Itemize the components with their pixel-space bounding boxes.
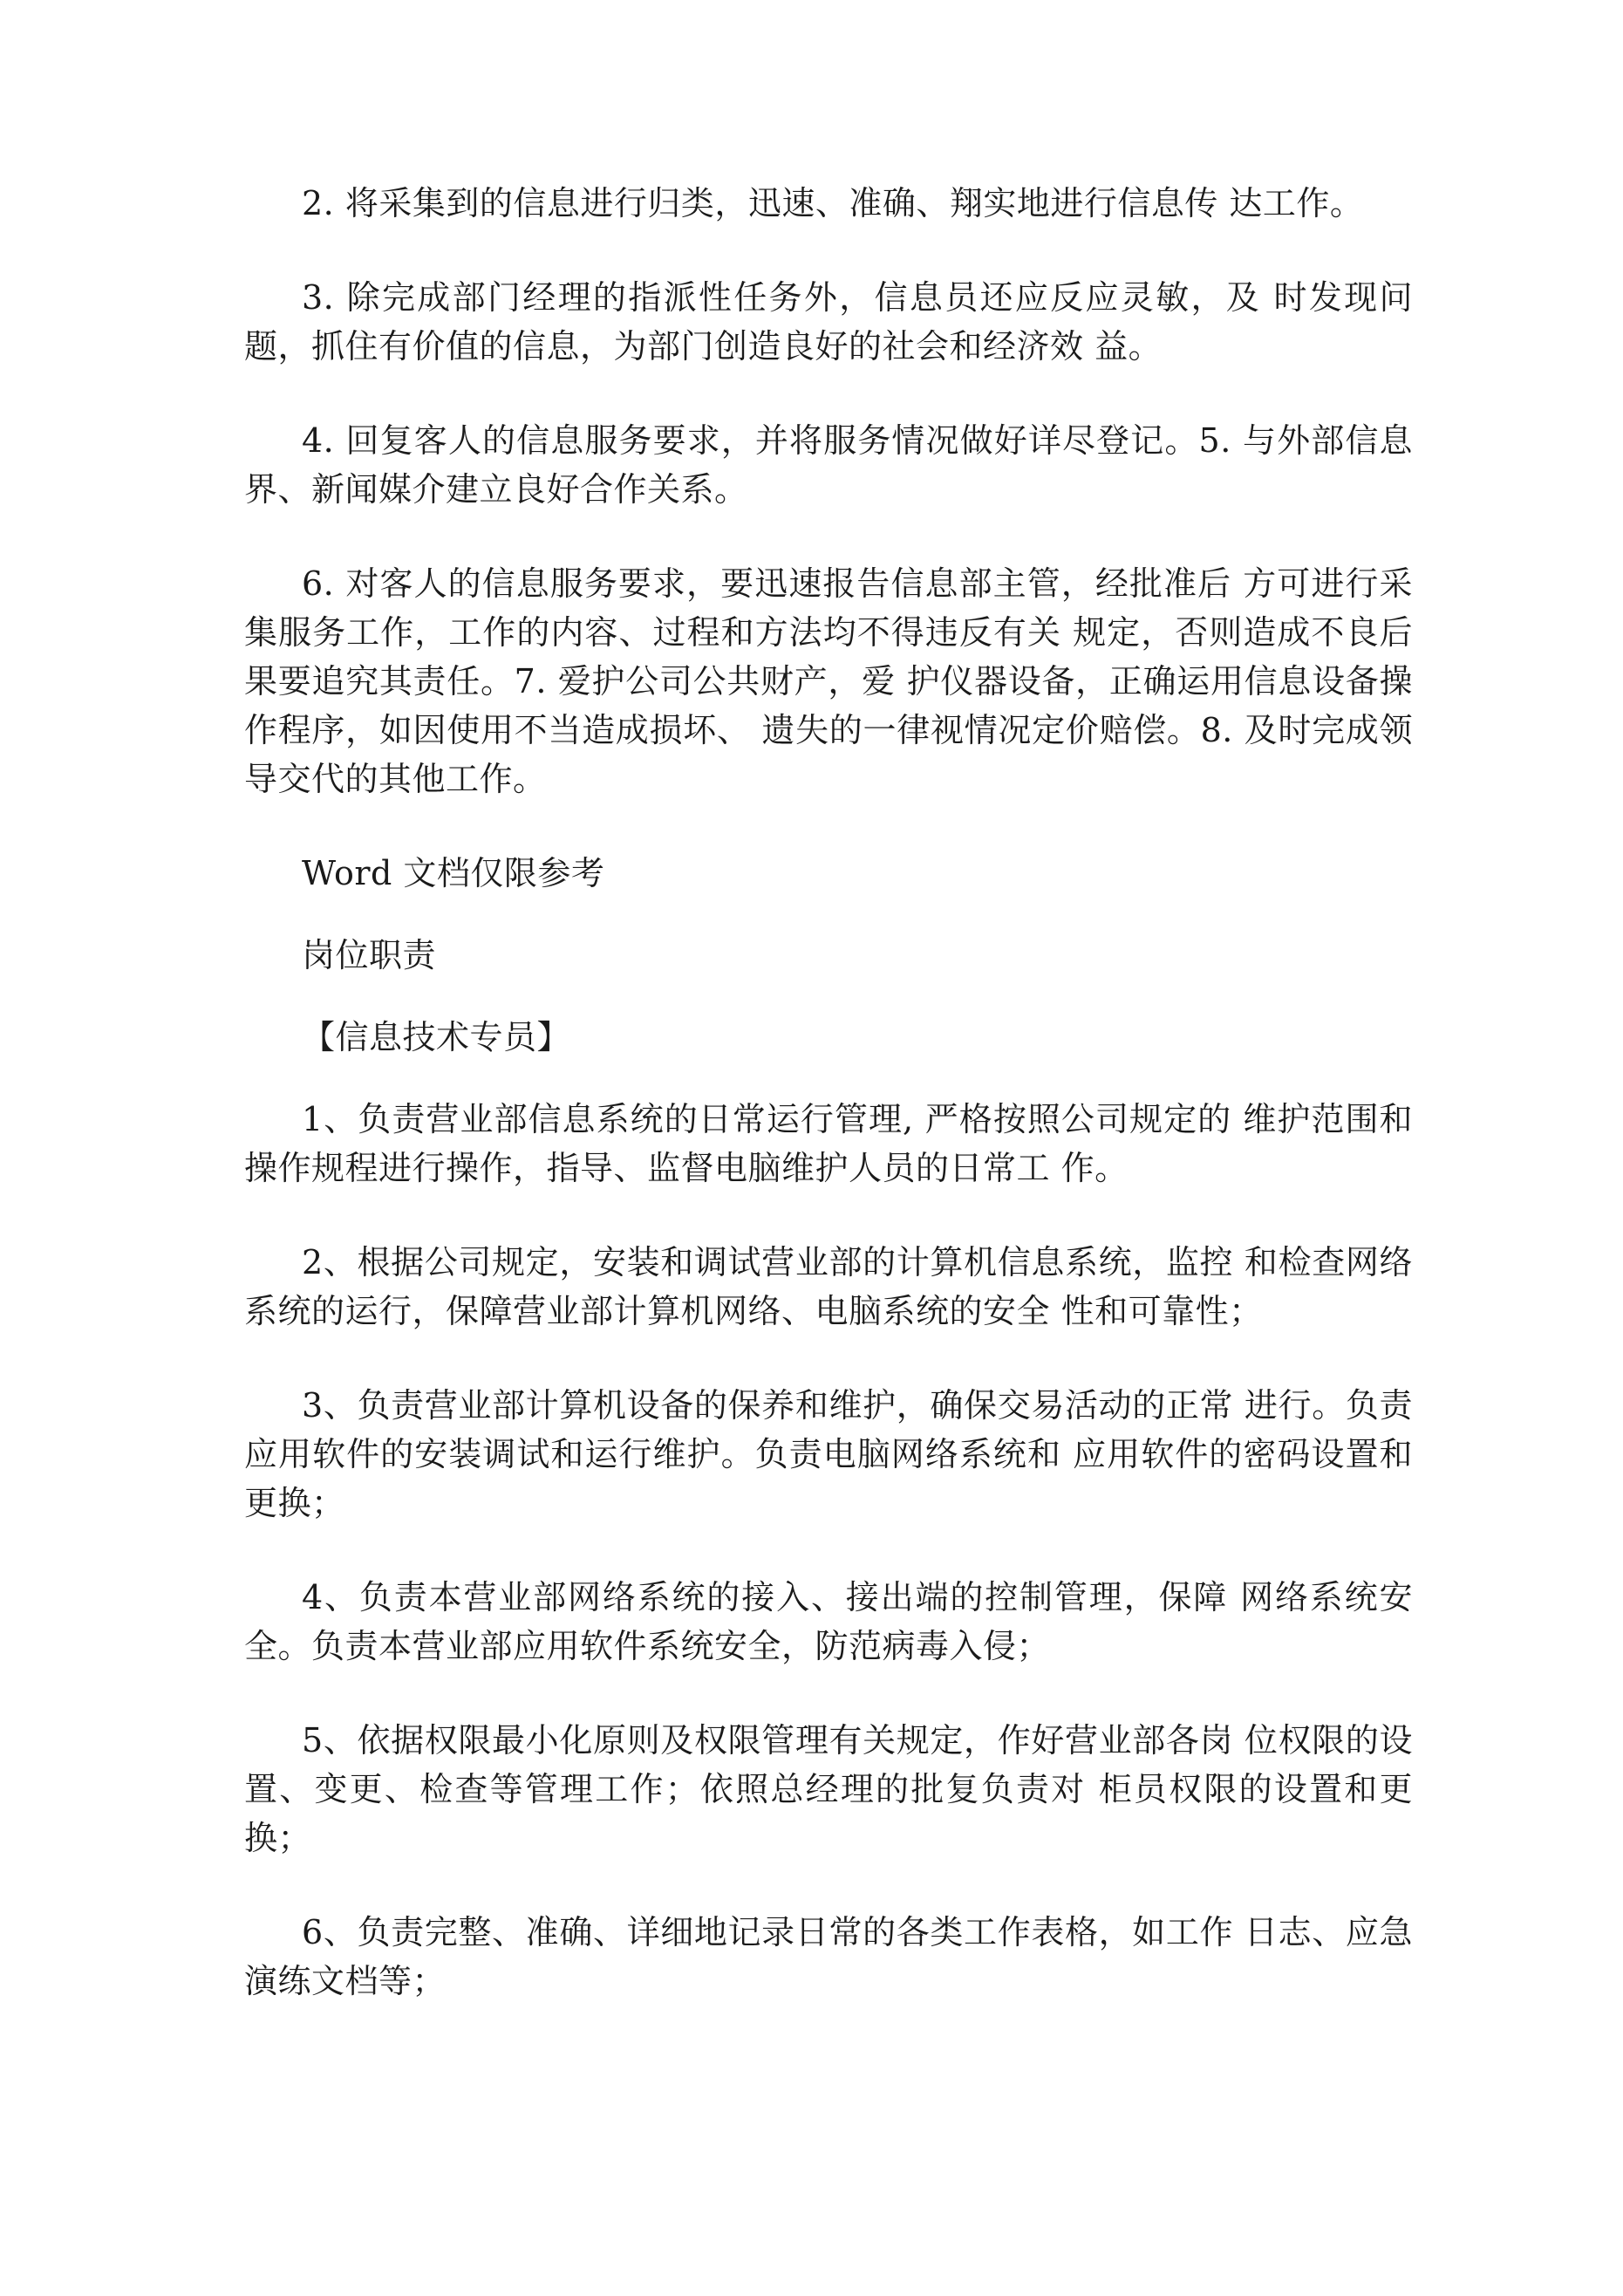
paragraph-item-2: 2. 将采集到的信息进行归类，迅速、准确、翔实地进行信息传 达工作。 <box>302 184 1364 222</box>
duty-item-1: 1、负责营业部信息系统的日常运行管理, 严格按照公司规定的 维护范围和操作规程进行操作，指导、监督电脑维护人员的日常工 作。 <box>244 1100 1413 1187</box>
paragraph-items-6-8: 6. 对客人的信息服务要求，要迅速报告信息部主管，经批准后 方可进行采集服务工作，工作的内容、过程和方法均不得违反有关 规定，否则造成不良后果要追究其责任。7. 爱护公司公共财产，爱 护仪器设备，正确运用信息设备操作程序，如因使用不当造成损坏、 遗失的一律视情况定价赔偿。8. 及时完成领导交代的其他工作。 <box>244 564 1413 798</box>
document-body <box>244 179 1413 2051</box>
reference-note: Word 文档仅限参考 <box>302 854 605 892</box>
paragraph-items-4-5: 4. 回复客人的信息服务要求，并将服务情况做好详尽登记。5. 与外部信息界、新闻媒介建立良好合作关系。 <box>244 421 1413 509</box>
duty-item-3: 3、负责营业部计算机设备的保养和维护，确保交易活动的正常 进行。负责应用软件的安装调试和运行维护。负责电脑网络系统和 应用软件的密码设置和更换； <box>244 1386 1413 1522</box>
paragraph-item-3: 3. 除完成部门经理的指派性任务外，信息员还应反应灵敏，及 时发现问题，抓住有价值的信息，为部门创造良好的社会和经济效 益。 <box>244 278 1413 366</box>
duty-item-6: 6、负责完整、准确、详细地记录日常的各类工作表格，如工作 日志、应急演练文档等； <box>244 1913 1413 2000</box>
role-title: 【信息技术专员】 <box>302 1018 571 1056</box>
duty-item-5: 5、依据权限最小化原则及权限管理有关规定，作好营业部各岗 位权限的设置、变更、检查等管理工作；依照总经理的批复负责对 柜员权限的设置和更换； <box>244 1721 1413 1857</box>
section-heading: 岗位职责 <box>302 936 437 974</box>
duty-item-2: 2、根据公司规定，安装和调试营业部的计算机信息系统，监控 和检查网络系统的运行，保障营业部计算机网络、电脑系统的安全 性和可靠性； <box>244 1243 1413 1330</box>
duty-item-4: 4、负责本营业部网络系统的接入、接出端的控制管理，保障 网络系统安全。负责本营业部应用软件系统安全，防范病毒入侵； <box>244 1578 1413 1665</box>
